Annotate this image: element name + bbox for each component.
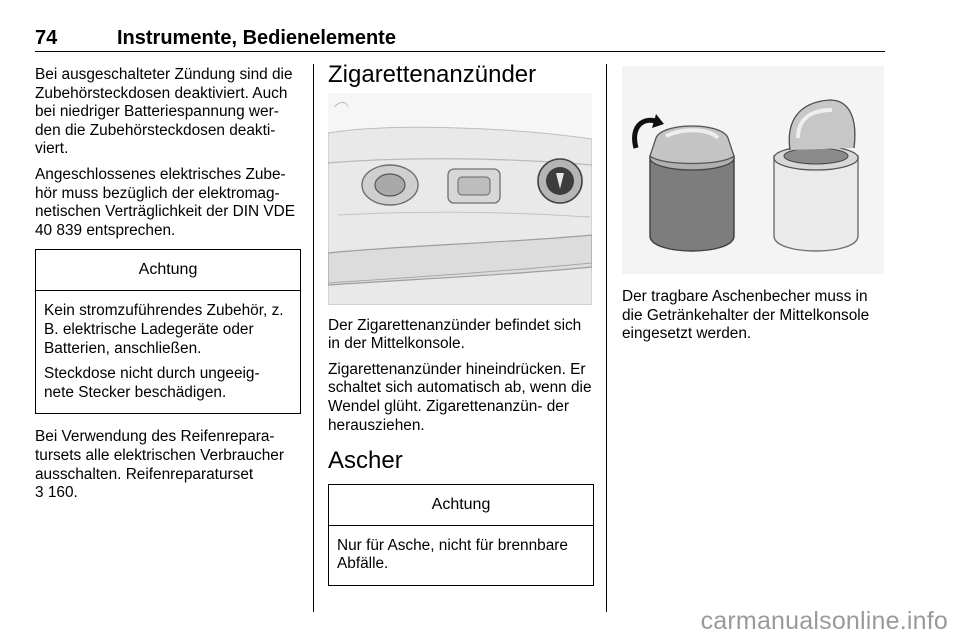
page-header xyxy=(35,27,885,52)
ashtray-illustration xyxy=(622,66,884,274)
paragraph: Angeschlossenes elektrisches Zube‑ hör muss bezüglich der elektromag‑ netischen Verträglichkeit der DIN VDE 40 839 entsprechen. xyxy=(35,165,296,239)
paragraph: Zigarettenanzünder hineindrücken. Er schaltet sich automatisch ab, wenn die Wendel glüht. Zigarettenanzün‑ der herausziehen. xyxy=(328,360,592,434)
warning-text: Steckdose nicht durch ungeeig‑ nete Stecker beschädigen. xyxy=(44,365,260,401)
warning-text: Kein stromzuführendes Zubehör, z. B. elektrische Ladegeräte oder Batterien, anschließen. xyxy=(44,302,284,357)
warning-title: Achtung xyxy=(329,485,593,526)
warning-box xyxy=(328,484,594,586)
column-left xyxy=(35,66,301,510)
paragraph: Bei Verwendung des Reifenrepara‑ tursets alle elektrischen Verbraucher ausschalten. Reifenreparaturset xyxy=(35,428,284,483)
cigarette-lighter-drawing xyxy=(328,93,592,305)
warning-text: Nur für Asche, nicht für brennbare Abfälle. xyxy=(337,536,568,573)
warning-box xyxy=(35,249,301,414)
column-right xyxy=(622,66,888,351)
page-reference-link[interactable]: 3 160. xyxy=(35,484,78,502)
paragraph: Der Zigarettenanzünder befindet sich in der Mittelkonsole. xyxy=(328,316,582,353)
ashtray-drawing xyxy=(622,66,884,274)
section-heading: Zigarettenanzünder xyxy=(328,61,537,88)
column-middle xyxy=(328,61,594,586)
cigarette-lighter-illustration xyxy=(328,93,592,305)
page-number: 74 xyxy=(35,27,58,49)
page-title: Instrumente, Bedienelemente xyxy=(117,27,396,49)
column-divider xyxy=(313,64,314,612)
paragraph: Der tragbare Aschenbecher muss in die Getränkehalter der Mittelkonsole eingesetzt werden. xyxy=(622,288,870,343)
column-divider xyxy=(606,64,607,612)
warning-title: Achtung xyxy=(36,250,300,291)
paragraph: Bei ausgeschalteter Zündung sind die Zubehörsteckdosen deaktiviert. Auch bei niedriger Batteriespannung wer‑ den die Zubehörsteckdosen deakti‑ viert. xyxy=(35,66,293,158)
watermark: carmanualsonline.info xyxy=(700,607,948,635)
section-heading: Ascher xyxy=(328,447,403,475)
